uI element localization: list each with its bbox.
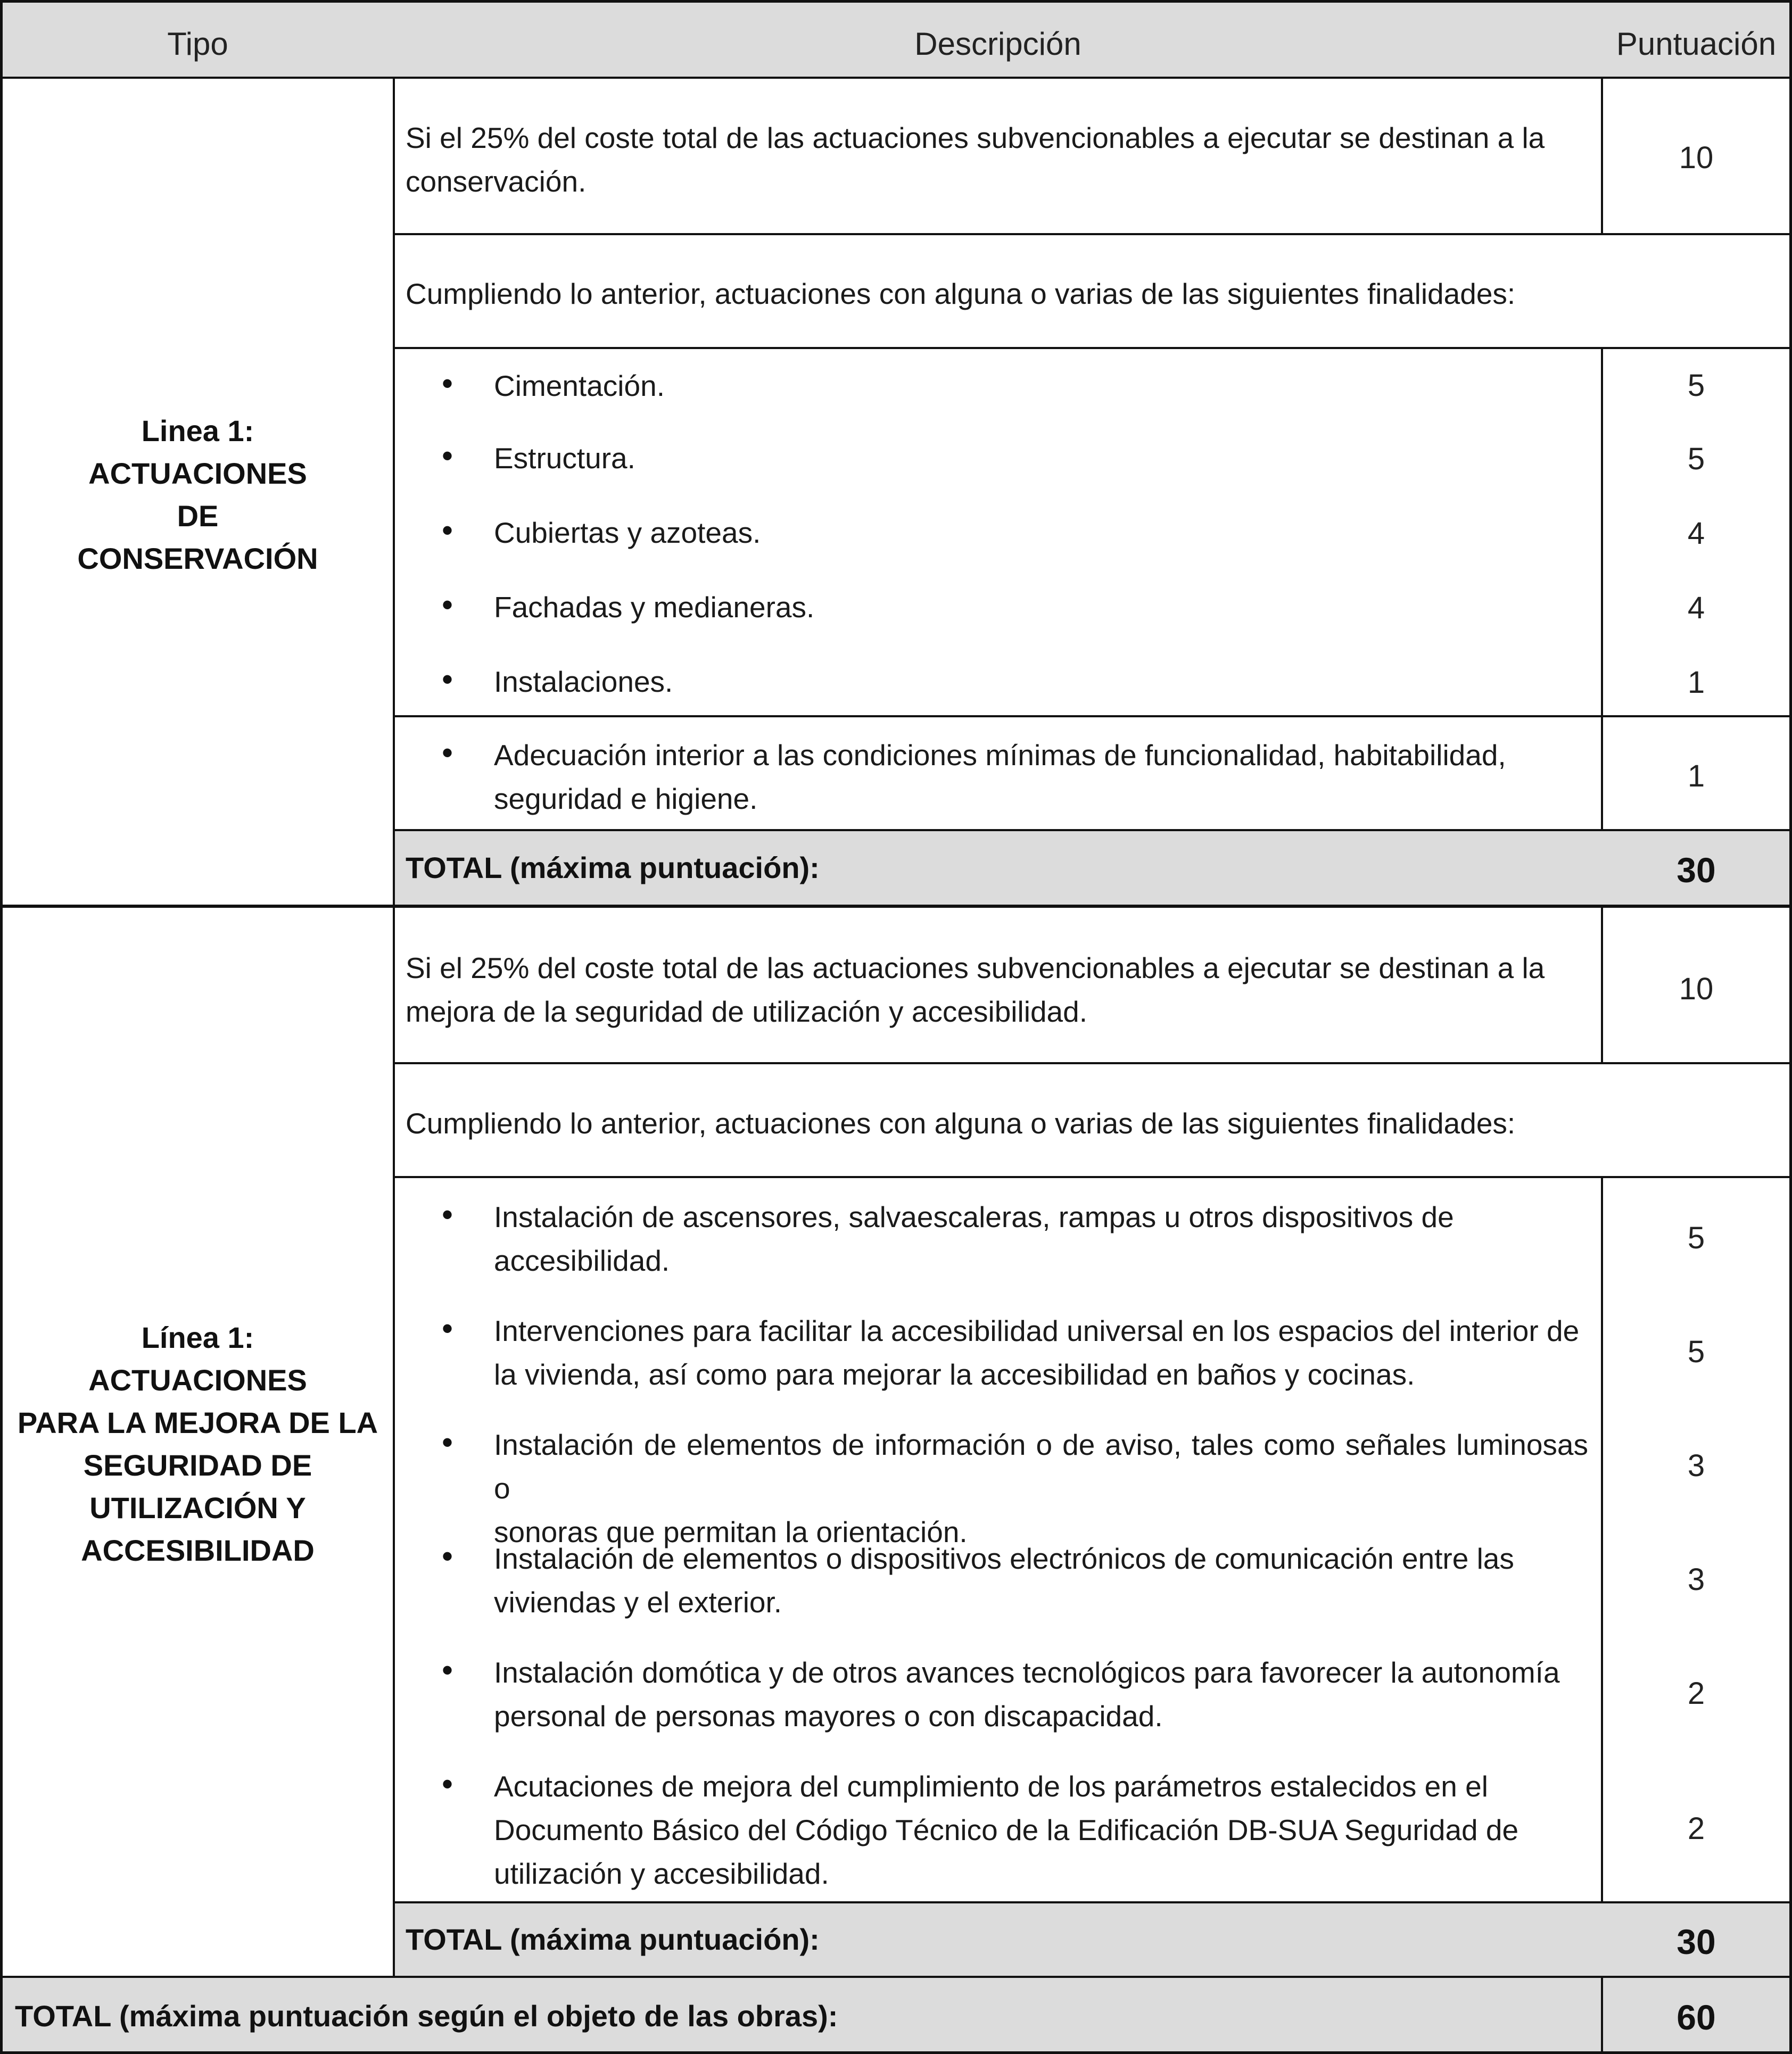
linea2-item-line: sonoras que permitan la orientación.: [494, 1515, 968, 1548]
linea2-item-score: 2: [1687, 1676, 1705, 1711]
linea1-tipo-line: Linea 1:: [141, 414, 254, 448]
l2-rule-after-cumpliendo: [393, 1176, 1792, 1178]
l1-rule-before-total: [393, 829, 1792, 831]
linea2-total-value: 30: [1677, 1922, 1716, 1961]
linea2-intro-line: Si el 25% del coste total de las actuaciones subvencionables a ejecutar se destinan a la: [406, 951, 1545, 984]
linea1-intro-score: 10: [1679, 140, 1714, 175]
linea2-item: [494, 1423, 1588, 1554]
linea1-total-value: 30: [1677, 850, 1716, 890]
linea1-intro-line: conservación.: [406, 165, 587, 198]
bullet-icon: •: [442, 587, 453, 623]
linea2-item-line: viviendas y el exterior.: [494, 1586, 782, 1619]
linea2-item-line: utilización y accesibilidad.: [494, 1857, 829, 1890]
border-left: [0, 0, 3, 2054]
grand-total-value: 60: [1677, 1998, 1716, 2037]
linea2-tipo-line: ACTUACIONES: [88, 1363, 307, 1397]
linea2-item-line: Acutaciones de mejora del cumplimiento de los parámetros estalecidos en el: [494, 1770, 1488, 1803]
grand-total-rule: [0, 1976, 1792, 1978]
linea2-item-line: personal de personas mayores o con discapacidad.: [494, 1700, 1163, 1733]
bullet-icon: •: [442, 366, 453, 401]
linea2-item-line: Instalación de elementos de información o de aviso, tales como señales luminosas o: [494, 1428, 1588, 1505]
linea2-intro-line: mejora de la seguridad de utilización y accesibilidad.: [406, 995, 1088, 1028]
linea2-tipo-line: ACCESIBILIDAD: [81, 1534, 315, 1567]
grand-total-label: TOTAL (máxima puntuación según el objeto de las obras):: [15, 1999, 838, 2033]
bullet-icon: •: [442, 1424, 453, 1460]
linea1-item: Fachadas y medianeras.: [494, 591, 815, 624]
linea2-item-line: Instalación domótica y de otros avances tecnológicos para favorecer la autonomía: [494, 1656, 1560, 1689]
header-tipo: Tipo: [167, 26, 228, 62]
linea1-item: Cimentación.: [494, 369, 665, 402]
l1-rule-after-intro: [393, 233, 1792, 235]
l1-rule-after-cumpliendo: [393, 347, 1792, 349]
bullet-icon: •: [442, 512, 453, 548]
linea1-adecuacion-score: 1: [1687, 759, 1705, 793]
linea2-item-score: 3: [1687, 1562, 1705, 1597]
linea1-adecuacion-line: seguridad e higiene.: [494, 782, 758, 815]
border-right: [1789, 0, 1792, 2054]
linea1-cumpliendo: Cumpliendo lo anterior, actuaciones con alguna o varias de las siguientes finalidades:: [406, 277, 1516, 310]
l1-rule-before-adecuacion: [393, 715, 1792, 717]
linea1-item: Cubiertas y azoteas.: [494, 516, 761, 549]
linea2-total-label: TOTAL (máxima puntuación):: [406, 1923, 820, 1956]
linea2-item: [494, 1195, 1588, 1282]
linea2-item-line: Instalación de elementos o dispositivos electrónicos de comunicación entre las: [494, 1542, 1514, 1575]
border-bottom: [0, 2051, 1792, 2054]
linea2-item: [494, 1537, 1588, 1624]
linea2-item-score: 2: [1687, 1811, 1705, 1846]
linea1-tipo-label: [3, 410, 393, 580]
section-divider: [0, 905, 1792, 908]
tipo-column-divider: [393, 78, 395, 1977]
linea2-item-score: 5: [1687, 1335, 1705, 1369]
linea2-tipo-line: Línea 1:: [141, 1321, 254, 1354]
linea1-intro-line: Si el 25% del coste total de las actuaciones subvencionables a ejecutar se destinan a la: [406, 121, 1545, 154]
header-descripcion: Descripción: [914, 26, 1081, 62]
bullet-icon: •: [442, 1766, 453, 1802]
linea2-tipo-line: SEGURIDAD DE: [83, 1448, 312, 1482]
linea1-item-score: 4: [1687, 516, 1705, 551]
border-top: [0, 0, 1792, 3]
score-divider-l2-items: [1601, 1177, 1603, 1902]
linea1-tipo-line: CONSERVACIÓN: [77, 542, 318, 575]
linea2-item-score: 3: [1687, 1448, 1705, 1483]
bullet-icon: •: [442, 1652, 453, 1688]
linea1-item: Instalaciones.: [494, 665, 673, 698]
linea1-total-label: TOTAL (máxima puntuación):: [406, 851, 820, 884]
linea2-intro-score: 10: [1679, 972, 1714, 1006]
linea2-item-line: Intervenciones para facilitar la accesibilidad universal en los espacios del interior de: [494, 1314, 1580, 1347]
linea2-intro: [406, 946, 1588, 1033]
l2-rule-after-intro: [393, 1062, 1792, 1064]
header-puntuacion: Puntuación: [1616, 26, 1777, 62]
linea2-item: [494, 1765, 1588, 1895]
linea1-adecuacion: [494, 733, 1588, 821]
linea1-item-score: 5: [1687, 442, 1705, 476]
linea1-item: Estructura.: [494, 442, 635, 475]
linea1-item-score: 5: [1687, 368, 1705, 403]
linea2-item-line: Documento Básico del Código Técnico de la Edificación DB-SUA Seguridad de: [494, 1813, 1519, 1846]
bullet-icon: •: [442, 1311, 453, 1346]
bullet-icon: •: [442, 438, 453, 474]
linea2-tipo-label: [3, 1316, 393, 1572]
linea2-item-line: Instalación de ascensores, salvaescaleras, rampas u otros dispositivos de: [494, 1200, 1454, 1233]
l2-rule-before-total: [393, 1901, 1792, 1903]
linea1-intro: [406, 116, 1588, 203]
bullet-icon: •: [442, 1197, 453, 1232]
bullet-icon: •: [442, 1538, 453, 1574]
linea2-item-line: accesibilidad.: [494, 1244, 670, 1277]
linea2-item: [494, 1651, 1588, 1738]
linea2-cumpliendo: Cumpliendo lo anterior, actuaciones con alguna o varias de las siguientes finalidades:: [406, 1107, 1516, 1140]
header-divider: [0, 77, 1792, 79]
linea1-item-score: 1: [1687, 665, 1705, 700]
linea1-item-score: 4: [1687, 591, 1705, 625]
linea2-item: [494, 1309, 1588, 1396]
linea2-tipo-line: PARA LA MEJORA DE LA: [17, 1406, 378, 1439]
linea2-item-line: la vivienda, así como para mejorar la accesibilidad en baños y cocinas.: [494, 1358, 1415, 1391]
linea1-adecuacion-line: Adecuación interior a las condiciones mínimas de funcionalidad, habitabilidad,: [494, 739, 1506, 772]
bullet-icon: •: [442, 735, 453, 771]
linea1-tipo-line: DE: [177, 499, 219, 533]
linea2-item-score: 5: [1687, 1221, 1705, 1255]
bullet-icon: •: [442, 661, 453, 697]
linea2-tipo-line: UTILIZACIÓN Y: [89, 1491, 306, 1525]
linea1-tipo-line: ACTUACIONES: [88, 457, 307, 490]
